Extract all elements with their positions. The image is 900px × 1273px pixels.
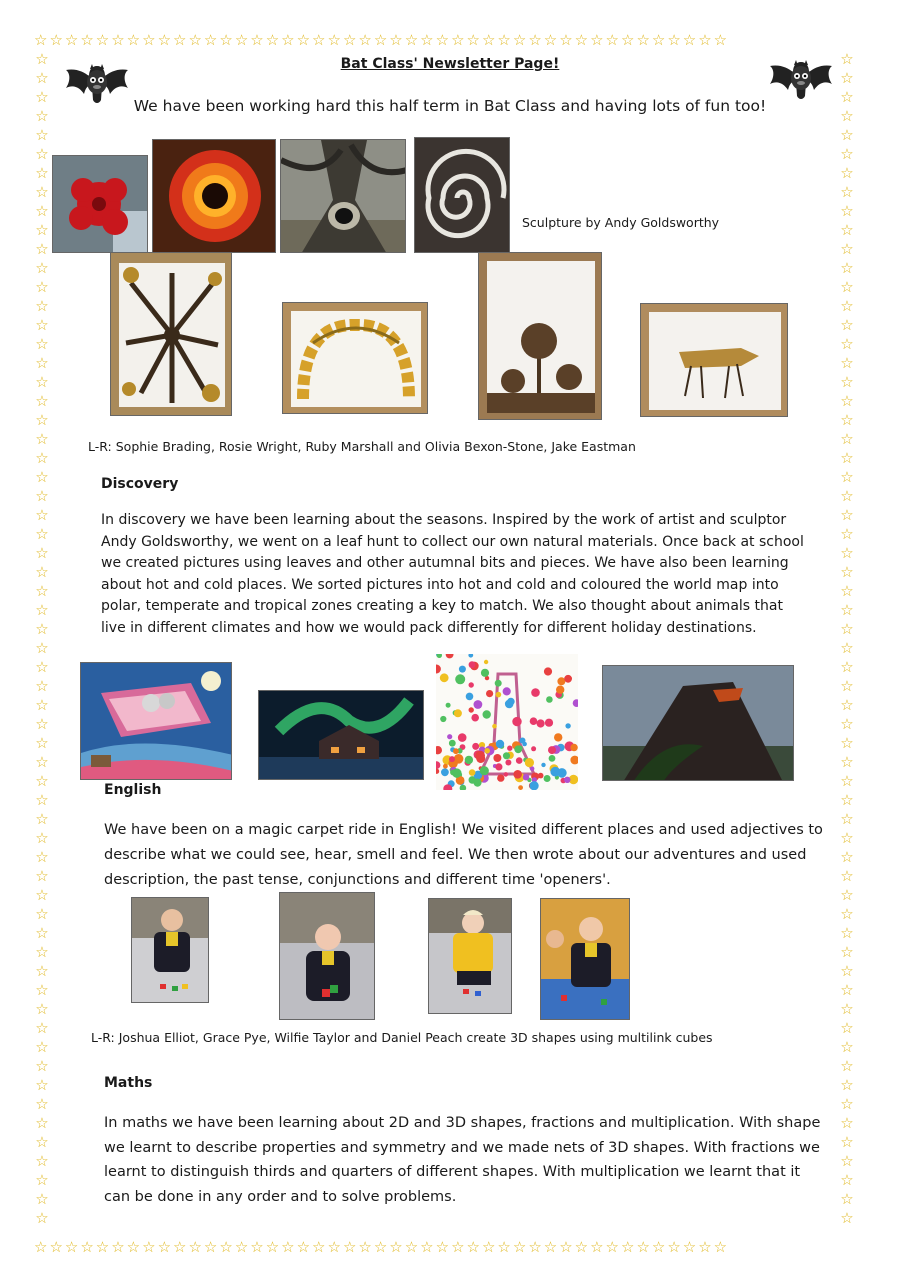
star-icon: ☆	[35, 1171, 49, 1189]
star-icon: ☆	[35, 886, 49, 904]
star-icon: ☆	[35, 354, 49, 372]
discovery-line: In discovery we have been learning about the seasons. Inspired by the work of artist and sculptor	[101, 512, 787, 528]
star-icon: ☆	[35, 525, 49, 543]
english-heading: English	[104, 782, 162, 798]
star-icon: ☆	[35, 905, 49, 923]
star-icon: ☆	[35, 772, 49, 790]
star-icon: ☆	[840, 88, 854, 106]
star-icon: ☆	[35, 240, 49, 258]
star-icon: ☆	[35, 867, 49, 885]
star-icon: ☆	[840, 1114, 854, 1132]
star-icon: ☆	[35, 430, 49, 448]
photo-leaf-tree-art	[478, 252, 602, 420]
star-icon: ☆	[840, 601, 854, 619]
maths-line: In maths we have been learning about 2D and 3D shapes, fractions and multiplication. With shape	[104, 1115, 821, 1131]
star-border-top: ☆☆☆☆☆☆☆☆☆☆☆☆☆☆☆☆☆☆☆☆☆☆☆☆☆☆☆☆☆☆☆☆☆☆☆☆☆☆☆☆☆☆☆☆☆	[34, 33, 730, 49]
star-icon: ☆	[840, 373, 854, 391]
star-icon: ☆	[840, 525, 854, 543]
star-icon: ☆	[35, 1095, 49, 1113]
star-icon: ☆	[840, 867, 854, 885]
star-icon: ☆	[35, 259, 49, 277]
star-icon: ☆	[35, 1019, 49, 1037]
star-icon: ☆	[840, 734, 854, 752]
star-icon: ☆	[35, 810, 49, 828]
star-icon: ☆	[35, 1076, 49, 1094]
star-icon: ☆	[35, 677, 49, 695]
photo-child-daniel	[540, 898, 630, 1020]
star-icon: ☆	[35, 1152, 49, 1170]
star-icon: ☆	[840, 164, 854, 182]
photo-tree-hole-sculpture	[280, 139, 406, 253]
maths-heading: Maths	[104, 1075, 153, 1091]
star-icon: ☆	[840, 1152, 854, 1170]
discovery-line: Andy Goldsworthy, we went on a leaf hunt to collect our own natural materials. Once back at school	[101, 533, 804, 550]
star-icon: ☆	[35, 335, 49, 353]
star-icon: ☆	[35, 145, 49, 163]
star-icon: ☆	[35, 468, 49, 486]
star-icon: ☆	[35, 221, 49, 239]
star-icon: ☆	[35, 544, 49, 562]
star-icon: ☆	[840, 829, 854, 847]
star-icon: ☆	[840, 468, 854, 486]
star-icon: ☆	[840, 202, 854, 220]
star-icon: ☆	[840, 582, 854, 600]
maths-line: can be done in any order and to solve problems.	[104, 1188, 457, 1205]
intro-text: We have been working hard this half term in Bat Class and having lots of fun too!	[133, 97, 767, 115]
star-icon: ☆	[35, 943, 49, 961]
star-icon: ☆	[840, 1209, 854, 1227]
star-icon: ☆	[35, 202, 49, 220]
star-icon: ☆	[840, 1000, 854, 1018]
page-title: Bat Class' Newsletter Page!	[340, 56, 560, 72]
star-icon: ☆	[35, 715, 49, 733]
discovery-line: about hot and cold places. We sorted pictures into hot and cold and coloured the world map into	[101, 576, 779, 593]
star-icon: ☆	[840, 392, 854, 410]
star-icon: ☆	[840, 1171, 854, 1189]
star-icon: ☆	[840, 753, 854, 771]
star-icon: ☆	[840, 943, 854, 961]
star-icon: ☆	[35, 639, 49, 657]
star-icon: ☆	[840, 772, 854, 790]
star-icon: ☆	[840, 506, 854, 524]
star-icon: ☆	[840, 1095, 854, 1113]
star-icon: ☆	[840, 183, 854, 201]
star-icon: ☆	[35, 506, 49, 524]
star-icon: ☆	[35, 753, 49, 771]
discovery-heading: Discovery	[101, 476, 179, 492]
star-icon: ☆	[840, 1057, 854, 1075]
photo-child-wilfie	[428, 898, 512, 1014]
star-icon: ☆	[35, 50, 49, 68]
star-icon: ☆	[35, 69, 49, 87]
star-icon: ☆	[35, 658, 49, 676]
star-icon: ☆	[840, 905, 854, 923]
star-icon: ☆	[35, 164, 49, 182]
star-icon: ☆	[840, 1190, 854, 1208]
star-icon: ☆	[35, 620, 49, 638]
star-icon: ☆	[35, 107, 49, 125]
photo-leaf-animal-art	[640, 303, 788, 417]
star-icon: ☆	[840, 316, 854, 334]
photo-spiral-stone-sculpture	[414, 137, 510, 253]
english-line: description, the past tense, conjunctions and different time 'openers'.	[104, 872, 611, 888]
star-icon: ☆	[840, 430, 854, 448]
star-icon: ☆	[35, 297, 49, 315]
art-caption: L-R: Sophie Brading, Rosie Wright, Ruby Marshall and Olivia Bexon-Stone, Jake Eastman	[88, 439, 636, 454]
star-icon: ☆	[840, 1019, 854, 1037]
star-border-left	[33, 50, 51, 1240]
star-icon: ☆	[840, 1076, 854, 1094]
star-icon: ☆	[840, 1038, 854, 1056]
discovery-paragraph	[101, 510, 821, 639]
star-icon: ☆	[35, 183, 49, 201]
photo-eiffel-tower-balloons	[436, 654, 578, 790]
star-icon: ☆	[840, 563, 854, 581]
star-icon: ☆	[840, 240, 854, 258]
star-icon: ☆	[35, 1038, 49, 1056]
sculpture-caption: Sculpture by Andy Goldsworthy	[522, 215, 720, 230]
star-icon: ☆	[35, 1133, 49, 1151]
star-icon: ☆	[35, 582, 49, 600]
star-icon: ☆	[35, 924, 49, 942]
star-icon: ☆	[840, 449, 854, 467]
star-icon: ☆	[35, 1190, 49, 1208]
star-icon: ☆	[840, 544, 854, 562]
star-icon: ☆	[840, 335, 854, 353]
photo-red-leaf-sculpture	[52, 155, 148, 253]
maths-line: learnt to distinguish thirds and quarters of different shapes. With multiplication we learnt that it	[104, 1164, 801, 1180]
star-icon: ☆	[35, 88, 49, 106]
star-icon: ☆	[35, 791, 49, 809]
discovery-line: polar, temperate and tropical zones creating a key to match. We also thought about animals that	[101, 598, 783, 614]
star-icon: ☆	[35, 829, 49, 847]
star-icon: ☆	[35, 411, 49, 429]
star-icon: ☆	[840, 69, 854, 87]
star-icon: ☆	[840, 259, 854, 277]
star-icon: ☆	[35, 696, 49, 714]
star-icon: ☆	[840, 411, 854, 429]
star-icon: ☆	[840, 639, 854, 657]
star-icon: ☆	[35, 316, 49, 334]
star-icon: ☆	[35, 563, 49, 581]
star-icon: ☆	[840, 145, 854, 163]
star-icon: ☆	[840, 791, 854, 809]
star-icon: ☆	[840, 221, 854, 239]
star-icon: ☆	[840, 810, 854, 828]
english-line: describe what we could see, hear, smell and feel. We then wrote about our adventures and used	[104, 847, 807, 863]
star-icon: ☆	[35, 1209, 49, 1227]
photo-magic-carpet-illustration	[80, 662, 232, 780]
star-icon: ☆	[840, 962, 854, 980]
photo-child-joshua	[131, 897, 209, 1003]
maths-line: we learnt to describe properties and symmetry and we made nets of 3D shapes. With fractions we	[104, 1139, 820, 1156]
star-icon: ☆	[35, 278, 49, 296]
star-icon: ☆	[35, 126, 49, 144]
english-paragraph	[104, 818, 824, 893]
star-icon: ☆	[840, 278, 854, 296]
star-icon: ☆	[840, 715, 854, 733]
star-border-right	[838, 50, 856, 1240]
star-icon: ☆	[840, 354, 854, 372]
english-line: We have been on a magic carpet ride in English! We visited different places and used adjectives to	[104, 822, 823, 838]
star-icon: ☆	[35, 373, 49, 391]
star-icon: ☆	[840, 487, 854, 505]
star-icon: ☆	[840, 886, 854, 904]
star-icon: ☆	[840, 981, 854, 999]
star-icon: ☆	[840, 107, 854, 125]
star-icon: ☆	[35, 1057, 49, 1075]
star-icon: ☆	[840, 50, 854, 68]
star-icon: ☆	[35, 601, 49, 619]
star-icon: ☆	[840, 848, 854, 866]
photo-northern-lights-cabin	[258, 690, 424, 780]
photo-fire-circle-sculpture	[152, 139, 276, 253]
star-icon: ☆	[35, 449, 49, 467]
star-icon: ☆	[35, 962, 49, 980]
star-icon: ☆	[840, 658, 854, 676]
star-icon: ☆	[35, 487, 49, 505]
maths-caption: L-R: Joshua Elliot, Grace Pye, Wilfie Taylor and Daniel Peach create 3D shapes using multilink cubes	[91, 1030, 713, 1045]
photo-child-grace	[279, 892, 375, 1020]
star-icon: ☆	[35, 1114, 49, 1132]
star-icon: ☆	[35, 981, 49, 999]
maths-paragraph	[104, 1111, 824, 1209]
star-icon: ☆	[35, 392, 49, 410]
star-icon: ☆	[840, 126, 854, 144]
star-icon: ☆	[840, 297, 854, 315]
discovery-line: live in different climates and how we would pack differently for different holiday destinations.	[101, 619, 757, 636]
photo-leaf-arch-art	[282, 302, 428, 414]
star-icon: ☆	[840, 677, 854, 695]
discovery-line: we created pictures using leaves and other autumnal bits and pieces. We have also been learning	[101, 555, 789, 571]
star-icon: ☆	[840, 1133, 854, 1151]
star-icon: ☆	[35, 848, 49, 866]
star-icon: ☆	[840, 620, 854, 638]
star-border-bottom: ☆☆☆☆☆☆☆☆☆☆☆☆☆☆☆☆☆☆☆☆☆☆☆☆☆☆☆☆☆☆☆☆☆☆☆☆☆☆☆☆☆☆☆☆☆	[34, 1240, 730, 1256]
star-icon: ☆	[35, 734, 49, 752]
star-icon: ☆	[840, 924, 854, 942]
photo-leaf-flower-art	[110, 252, 232, 416]
photo-volcano-model	[602, 665, 794, 781]
star-icon: ☆	[35, 1000, 49, 1018]
star-icon: ☆	[840, 696, 854, 714]
